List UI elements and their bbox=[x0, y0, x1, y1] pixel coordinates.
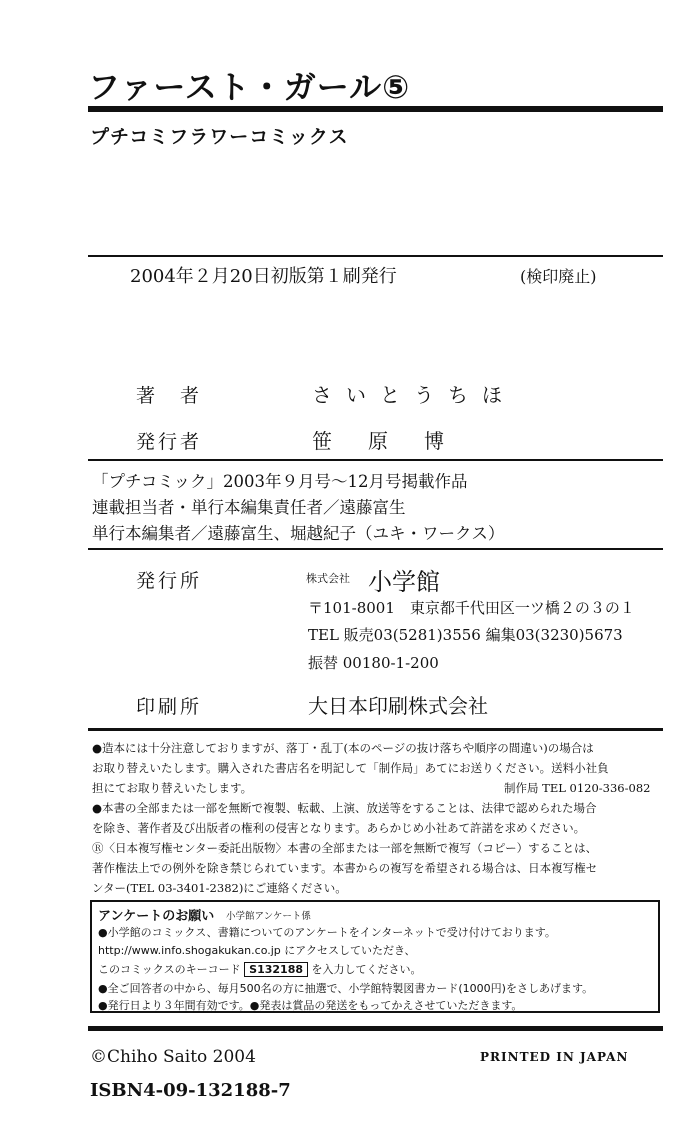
publication-date: 2004年２月20日初版第１刷発行 bbox=[130, 266, 397, 287]
survey-code-suffix: を入力してください。 bbox=[311, 963, 422, 976]
notice-line: お取り替えいたします。購入された書店名を明記して「制作局」あてにお送りください。送料小社負 bbox=[92, 761, 609, 775]
publisher-person-value: 笹原博 bbox=[312, 429, 480, 453]
survey-code-prefix: このコミックスのキーコード bbox=[98, 963, 241, 976]
publisher-person-label: 発行者 bbox=[136, 431, 203, 453]
credit-line: 単行本編集者／遠藤富生、堀越紀子（ユキ・ワークス） bbox=[92, 524, 505, 543]
survey-subtitle: 小学館アンケート係 bbox=[226, 911, 311, 922]
credit-line: 連載担当者・単行本編集責任者／遠藤富生 bbox=[92, 498, 406, 517]
copyright: ©Chiho Saito 2004 bbox=[90, 1047, 256, 1067]
kabushiki-label: 株式会社 bbox=[306, 572, 350, 585]
credit-line: 「プチコミック」2003年９月号〜12月号掲載作品 bbox=[92, 472, 468, 491]
publisher-label: 発行所 bbox=[136, 570, 203, 592]
notice-line: 著作権法上での例外を除き禁じられています。本書からの複写を希望される場合は、日本複写権セ bbox=[92, 861, 598, 875]
survey-line: ●小学館のコミックス、書籍についてのアンケートをインターネットで受け付けております。 bbox=[98, 926, 556, 939]
isbn: ISBN4-09-132188-7 bbox=[90, 1080, 291, 1101]
author-label: 著 者 bbox=[136, 385, 203, 407]
notices-top-rule bbox=[88, 728, 663, 731]
notice-line: Ⓡ〈日本複写権センター委託出版物〉本書の全部または一部を無断で複写（コピー）することは、 bbox=[92, 841, 598, 855]
notice-contact: 制作局 TEL 0120-336-082 bbox=[504, 781, 651, 795]
notice-line: ンター(TEL 03-3401-2382)にご連絡ください。 bbox=[92, 881, 347, 895]
publisher-name: 小学館 bbox=[368, 568, 440, 596]
notice-line: 担にてお取り替えいたします。 bbox=[92, 781, 253, 795]
survey-url-line: http://www.info.shogakukan.co.jp にアクセスしていただき、 bbox=[98, 944, 416, 957]
survey-key-code: S132188 bbox=[244, 962, 308, 977]
publisher-furikae: 振替 00180-1-200 bbox=[308, 654, 439, 672]
survey-line: ●全ご回答者の中から、毎月500名の方に抽選で、小学館特製図書カード(1000円)をさしあげます。 bbox=[98, 982, 594, 995]
title-rule bbox=[88, 106, 663, 112]
notice-line: を除き、著作者及び出版者の権利の侵害となります。あらかじめ小社あて許諾を求めください。 bbox=[92, 821, 586, 835]
series-name: プチコミフラワーコミックス bbox=[90, 126, 349, 148]
publisher-address: 〒101-8001 東京都千代田区一ツ橋２の３の１ bbox=[308, 599, 635, 617]
credits-top-rule bbox=[88, 459, 663, 461]
footer-rule bbox=[88, 1026, 663, 1031]
printer-label: 印刷所 bbox=[136, 696, 203, 718]
printed-in-japan: PRINTED IN JAPAN bbox=[480, 1050, 629, 1064]
printer-name: 大日本印刷株式会社 bbox=[308, 694, 488, 718]
notice-line: ●本書の全部または一部を無断で複製、転載、上演、放送等をすることは、法律で認められた場合 bbox=[92, 801, 597, 815]
author-value: さいとうちほ bbox=[312, 383, 516, 407]
survey-code-line bbox=[98, 961, 422, 977]
survey-title: アンケートのお願い bbox=[98, 909, 215, 924]
book-title: ファースト・ガール⑤ bbox=[88, 68, 411, 106]
publisher-tel: TEL 販売03(5281)3556 編集03(3230)5673 bbox=[308, 626, 623, 644]
notice-line: ●造本には十分注意しておりますが、落丁・乱丁(本のページの抜け落ちや順序の間違い)の場合は bbox=[92, 741, 594, 755]
credits-bottom-rule bbox=[88, 548, 663, 550]
survey-line: ●発行日より３年間有効です。●発表は賞品の発送をもってかえさせていただきます。 bbox=[98, 999, 523, 1012]
stamp-notice: (検印廃止) bbox=[520, 267, 597, 286]
date-top-rule bbox=[88, 255, 663, 257]
